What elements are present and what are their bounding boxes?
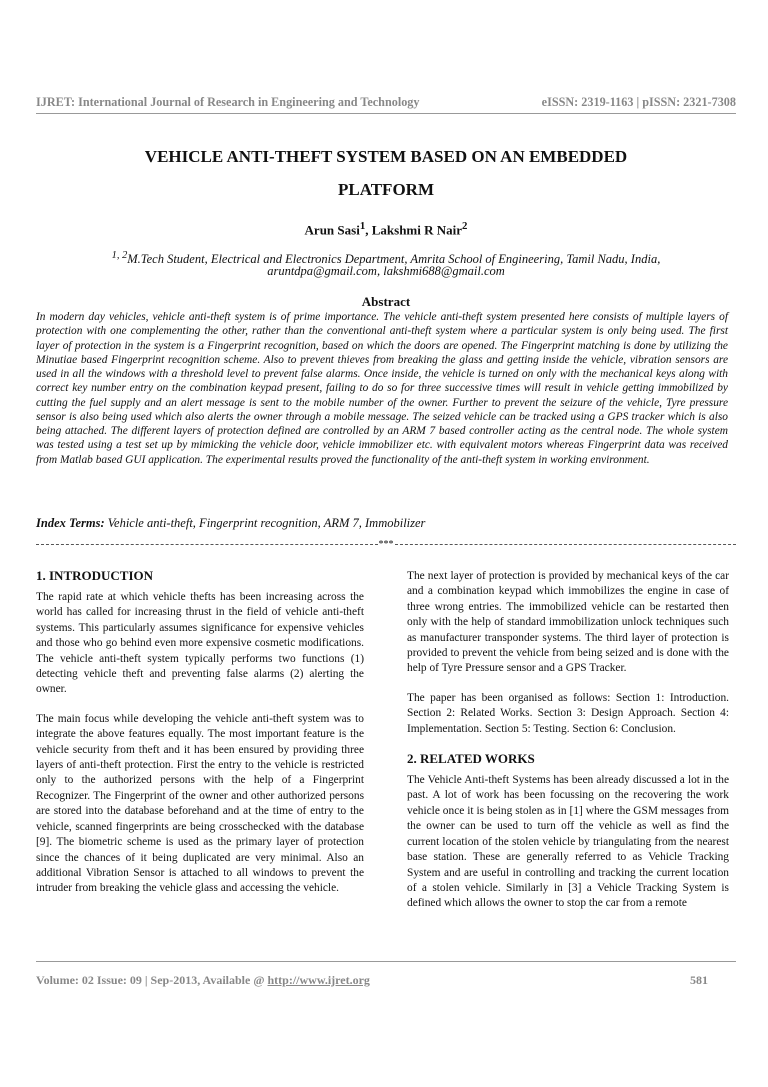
author-list [36,220,736,238]
related-works-heading: 2. RELATED WORKS [407,751,535,767]
index-terms [36,516,736,531]
index-terms-label: Index Terms: [36,516,105,530]
organisation-paragraph: The paper has been organised as follows: Section 1: Introduction. Section 2: Related Works. Section 3: Design Approach. Section 4: Implementation. Section 5: Testing. Section 6: Conclusion. [407,691,729,735]
introduction-heading: 1. INTRODUCTION [36,568,154,583]
author-emails [36,264,736,279]
journal-url-link[interactable]: http://www.ijret.org [267,973,370,987]
journal-name: IJRET: International Journal of Research in Engineering and Technology [36,95,420,109]
author-2: Lakshmi R Nair [371,222,463,238]
volume-info: Volume: 02 Issue: 09 | Sep-2013, Available @ [36,973,268,987]
author-1: Arun Sasi [304,222,360,238]
separator-dash-right [395,544,737,545]
title-line-1: VEHICLE ANTI-THEFT SYSTEM BASED ON AN EMBEDDED [144,147,628,166]
author-2-affil-mark: 2 [462,220,468,232]
related-works-paragraph: The Vehicle Anti-theft Systems has been already discussed a lot in the past. A lot of work has been focussing on the recovering the work vehicle once it is being stolen as in [1] where the GSM messages from the owner can be used to turn off the vehicle as well as find the current location of the stolen vehicle by triangulating from the nearest base station. These are generally referred to as Vehicle Tracking System and are useful in controlling and tracking the current location of a stolen vehicle. Similarly in [3] a Vehicle Tracking System is defined which allows the owner to stop the car from a remote [407,774,729,910]
paper-title [36,140,736,206]
introduction-paragraph-3: The next layer of protection is provided by mechanical keys of the car and a combination keypad which immobilizes the engine in case of three wrong entries. The immobilized vehicle can be restarted then only with the help of standard immobilization unlock techniques such as manufacturer transponder systems. The third layer of protection is provided to prevent the vehicle from being seized and is done with the help of Tyre Pressure sensor and a GPS Tracker. [407,570,729,675]
affiliation-mark: 1, 2 [111,250,128,261]
issn-info: eISSN: 2319-1163 | pISSN: 2321-7308 [541,95,736,109]
introduction-paragraph-1: The rapid rate at which vehicle thefts has been increasing across the world has called for increasing thrust in the field of vehicle anti-theft systems. This particularly assumes significance for expensive vehicles and those who go behind even more expensive cosmetic modifications. The vehicle anti-theft system typically performs two functions (1) detecting vehicle theft and preventing false alarms (2) alerting the owner. [36,591,364,696]
index-terms-text: Vehicle anti-theft, Fingerprint recognition, ARM 7, Immobilizer [104,516,426,530]
introduction-paragraph-2: The main focus while developing the vehicle anti-theft system was to integrate the above features equally. The most important feature is the vehicle security from theft and it has been ensured by providing three layers of anti-theft protection. First the entry to the vehicle is restricted only to the authorized persons with the help of a Fingerprint Recognizer. The Fingerprint of the owner and other authorized persons are stored into the database beforehand and at the time of entry to the vehicle, scanned fingerprints are being crosschecked with the database [9]. The biometric scheme is used as the primary layer of protection since the chances of it being duplicated are very minimal. Also an additional Vibration Sensor is attached to all windows to prevent the intruder from breaking the vehicle glass and accessing the vehicle. [36,712,364,895]
section-separator [36,539,736,550]
page-number: 581 [690,973,708,987]
separator-stars: *** [378,539,394,550]
footer-rule [36,961,736,962]
email-2: lakshmi688@gmail.com [383,264,505,278]
title-line-2: PLATFORM [337,180,434,199]
author-1-affil-mark: 1 [359,220,366,232]
left-column [36,568,364,911]
email-separator: , [376,264,384,278]
author-separator: , [365,222,372,238]
header-rule [36,113,736,114]
affiliation-text: M.Tech Student, Electrical and Electronics Department, Amrita School of Engineering, Tamil Nadu, India, [127,252,661,267]
right-column [407,569,729,926]
email-1: aruntdpa@gmail.com [267,264,377,278]
running-header [36,95,736,110]
separator-dash-left [36,544,378,545]
page-footer [36,973,708,988]
abstract-heading: Abstract [361,294,411,309]
abstract-text: In modern day vehicles, vehicle anti-theft system is of prime importance. The vehicle anti-theft system presented here consists of multiple layers of protection with one complementing the other, rather than the conventional anti-theft system where a particular system is only being used. The first layer of protection in the system is a Fingerprint recognition, based on which the doors are opened. The Fingerprint matching is done by utilizing the Minutiae based Fingerprint recognition scheme. Also to prevent thieves from breaking the glass and getting inside the vehicle, vibration sensors are used in all the windows with a threshold level to prevent false alarms. Once inside, the vehicle is turned on only with the mechanical keys along with correct key number entry on the combination keypad present, failing to do so for three successive times will result in vehicle getting immobilized by cutting the fuel supply and an alert message is sent to the mobile number of the owner. Further to prevent the seizure of the vehicle, Tyre pressure sensor is also being used which also alerts the owner through a mobile message. The seized vehicle can be tracked using a GPS tracker which is also being attached. The different layers of protection defined are controlled by an ARM 7 based controller acting as the central node. The whole system was tested using a test set up by mimicking the vehicle door, vehicle immobilizer etc. with equivalent motors whereas Fingerprint data was received from Matlab based GUI application. The experimental results proved the functionality of the anti-theft system in working environment. [36,311,728,466]
